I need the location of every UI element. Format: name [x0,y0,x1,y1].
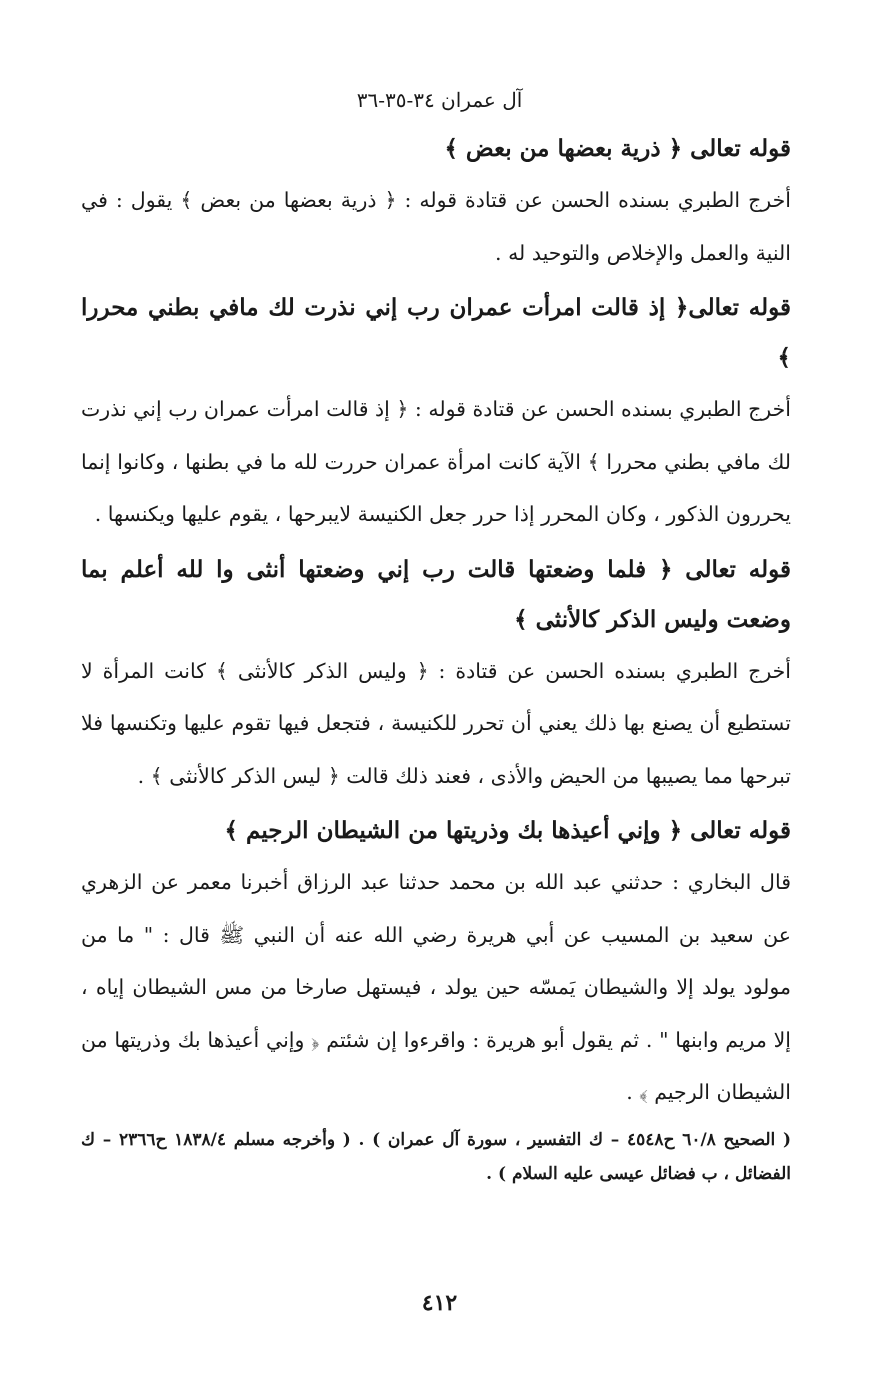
section-body: أخرج الطبري بسنده الحسن عن قتادة : ﴿ وليس الذكر كالأنثى ﴾ كانت المرأة لا تستطيع أن يصنع بها ذلك يعني أن تحرر للكنيسة ، فتجعل فيها تقوم عليها وتكنسها فلا تبرحها مما يصيبها من الحيض والأذى ، فعند ذلك قالت ﴿ ليس الذكر كالأنثى ﴾ . [81,658,791,788]
page-number: ٤١٢ [421,1290,458,1316]
section-body: أخرج الطبري بسنده الحسن عن قتادة قوله : ﴿ إذ قالت امرأت عمران رب إني نذرت لك مافي بطني محررا ﴾ الآية كانت امرأة عمران حررت لله ما في بطنها ، وكانوا إنما يحررون الذكور ، وكان المحرر إذا حرر جعل الكنيسة لايبرحها ، يقوم عليها ويكنسها . [81,397,791,526]
section-heading: قوله تعالى ﴿ ذرية بعضها من بعض ﴾ [444,135,791,162]
section-body: أخرج الطبري بسنده الحسن عن قتادة قوله : ﴿ ذرية بعضها من بعض ﴾ يقول : في النية والعمل والإخلاص والتوحيد له . [81,188,791,265]
section-heading: قوله تعالى ﴿ فلما وضعتها قالت رب إني وضعتها أنثى وا لله أعلم بما وضعت وليس الذكر كالأنثى ﴾ [81,555,791,633]
section-heading: قوله تعالى ﴿ وإني أعيذها بك وذريتها من الشيطان الرجيم ﴾ [224,817,791,844]
running-header: آل عمران ٣٤-٣٥-٣٦ [356,88,523,112]
footnote: ( الصحيح ٦٠/٨ ح٤٥٤٨ – ك التفسير ، سورة آل عمران ) . ( وأخرجه مسلم ١٨٣٨/٤ ح٢٣٦٦ – ك الفضائل ، ب فضائل عيسى عليه السلام ) . [81,1129,791,1184]
section-body: قال البخاري : حدثني عبد الله بن محمد حدثنا عبد الرزاق أخبرنا معمر عن الزهري عن سعيد بن المسيب عن أبي هريرة رضي الله عنه أن النبي ﷺ قال : " ما من مولود يولد إلا والشيطان يَمسّه حين يولد ، فيستهل صارخا من مس الشيطان إياه ، إلا مريم وابنها " . ثم يقول أبو هريرة : واقرءوا إن شئتم ﴿ وإني أعيذها بك وذريتها من الشيطان الرجيم ﴾ . [81,870,791,1104]
page-content [81,120,791,1191]
section-heading: قوله تعالى﴿ إذ قالت امرأت عمران رب إني نذرت لك مافي بطني محررا ﴾ [81,294,791,371]
